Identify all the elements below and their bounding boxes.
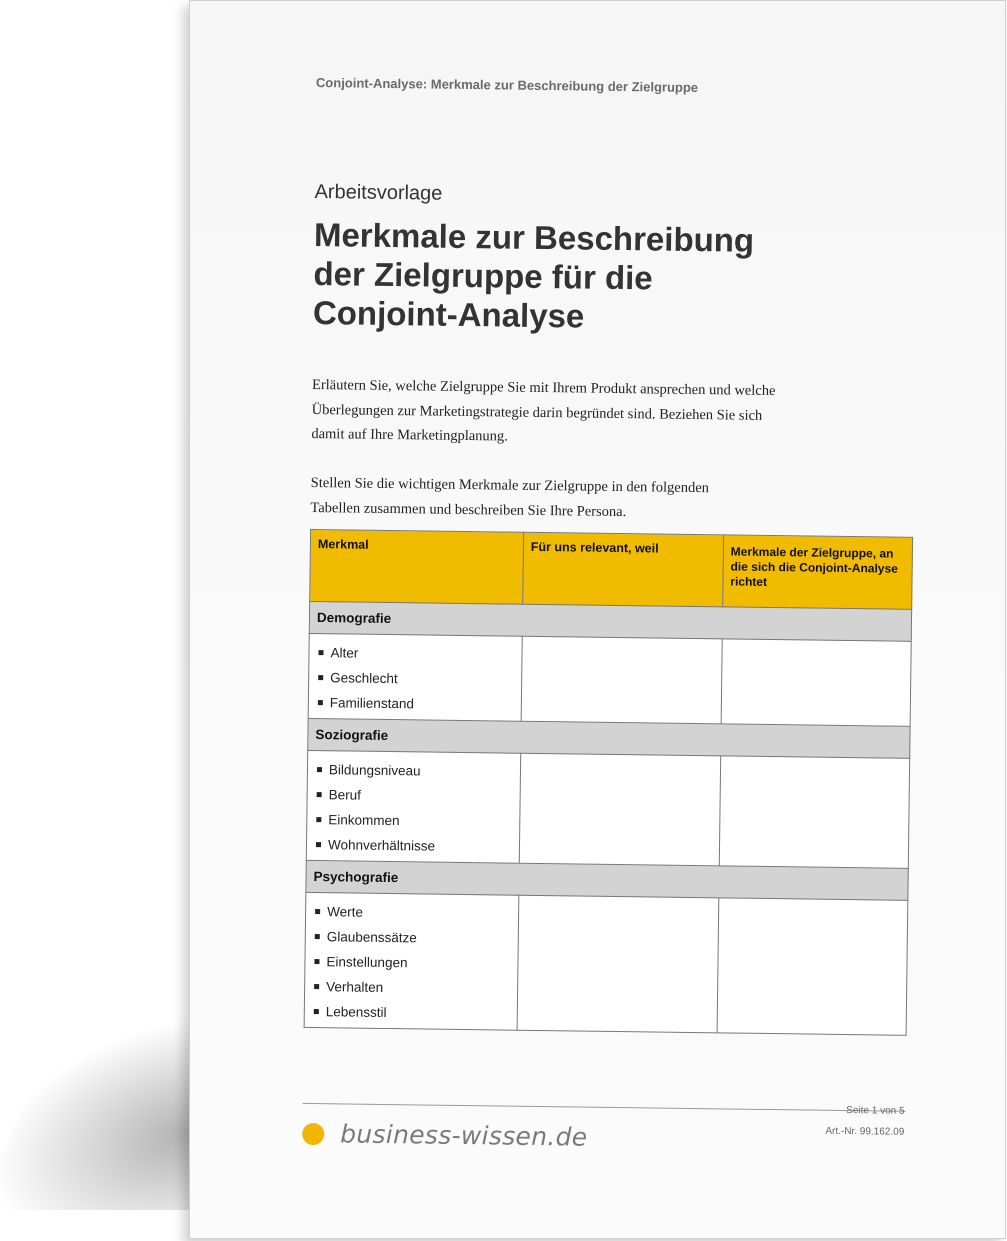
list-item: Einstellungen [312,949,510,977]
page-number: Seite 1 von 5 [846,1105,905,1117]
list-item: Alter [316,640,514,668]
table-row [308,633,911,726]
logo-dot-icon [302,1122,324,1144]
article-number: Art.-Nr. 99.162.09 [825,1125,905,1138]
feature-list [314,757,513,860]
section-title: Soziografie [308,718,910,758]
section-title: Psychografie [306,860,908,900]
list-item: Werte [313,899,511,927]
list-item: Beruf [314,782,512,810]
list-item: Einkommen [314,807,512,835]
intro-paragraph: Erläutern Sie, welche Zielgruppe Sie mit Ihrem Produkt ansprechen und welche Überlegungen zur Marketingstrategie darin begründet sind. Beziehen Sie sich damit auf Ihre Marketingplanung. [311,376,776,445]
page-info [736,1099,905,1143]
title-line: der Zielgruppe für die [313,254,653,297]
target-feature-entry-cell[interactable] [717,898,908,1035]
table-row [306,750,909,868]
feature-list-cell [304,892,519,1030]
list-item: Geschlecht [316,665,514,693]
feature-list-cell [308,633,522,721]
list-item: Bildungsniveau [315,757,513,785]
brand-name: business-wissen.de [340,1119,588,1152]
document-page [189,0,1006,1239]
features-table [304,529,913,1036]
column-header-relevance: Für uns relevant, weil [523,532,724,607]
relevance-entry-cell[interactable] [517,895,719,1033]
title-line: Conjoint-Analyse [312,293,585,335]
feature-list-cell [306,750,520,863]
section-title: Demografie [309,601,911,641]
feature-list [316,640,515,718]
page-content [189,0,1006,1239]
list-item: Familienstand [316,690,514,718]
list-item: Wohnverhältnisse [314,832,512,860]
relevance-entry-cell[interactable] [521,636,722,724]
list-item: Lebensstil [312,999,510,1027]
column-header-merkmal: Merkmal [310,529,524,604]
list-item: Verhalten [312,974,510,1002]
running-header: Conjoint-Analyse: Merkmale zur Beschreibung der Zielgruppe [315,75,699,96]
brand-logo [302,1119,588,1152]
column-header-target-features: Merkmale der Zielgruppe, an die sich die Conjoint-Analyse richtet [722,535,912,609]
table-header-row [310,529,913,609]
document-type-label: Arbeitsvorlage [314,180,443,205]
target-feature-entry-cell[interactable] [719,756,910,868]
table-row [304,892,908,1035]
feature-list [312,899,512,1027]
title-line: Merkmale zur Beschreibung [313,215,755,259]
relevance-entry-cell[interactable] [519,753,720,866]
intro-paragraph: Stellen Sie die wichtigen Merkmale zur Zielgruppe in den folgenden Tabellen zusammen und beschreiben Sie Ihre Persona. [310,474,710,520]
list-item: Glaubenssätze [313,924,511,952]
page-title [313,215,834,339]
target-feature-entry-cell[interactable] [721,639,911,726]
